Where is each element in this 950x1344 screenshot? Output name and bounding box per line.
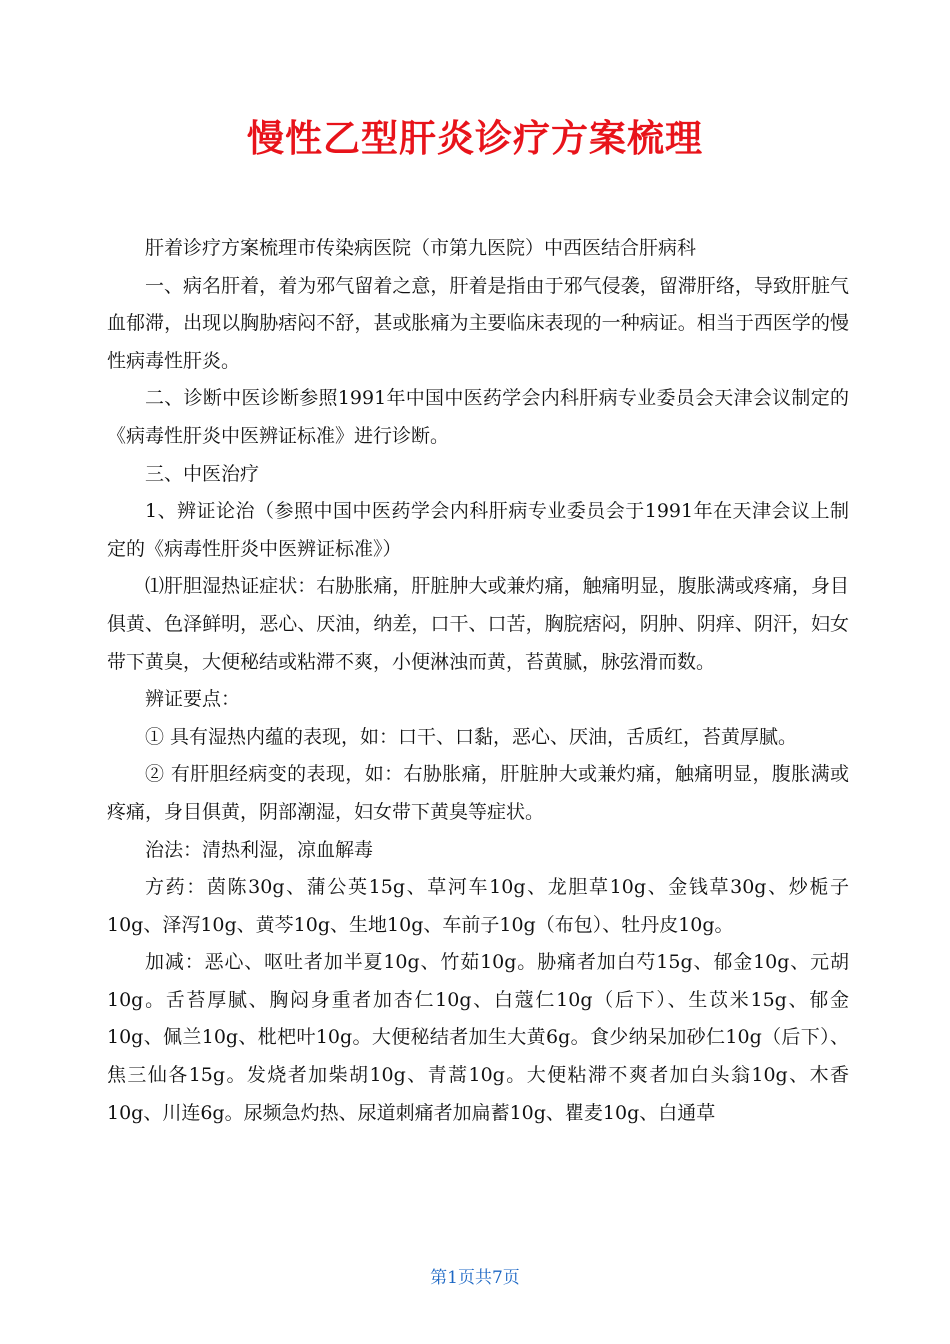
paragraph-key-points-heading: 辨证要点： xyxy=(145,688,241,711)
paragraph-disease-name: 一、病名肝着，着为邪气留着之意，肝着是指由于邪气侵袭，留滞肝络，导致肝脏气血郁滞，出现以胸胁痞闷不舒，甚或胀痛为主要临床表现的一种病证。相当于西医学的慢性病毒性肝炎。 xyxy=(107,274,849,372)
paragraph-modifications: 加减：恶心、呕吐者加半夏10g、竹茹10g。胁痛者加白芍15g、郁金10g、元胡10g。舌苔厚腻、胸闷身重者加杏仁10g、白蔻仁10g（后下）、生苡米15g、郁金10g、佩兰10g、枇杷叶10g。大便秘结者加生大黄6g。食少纳呆加砂仁10g（后下）、焦三仙各15g。发烧者加柴胡10g、青蒿10g。大便粘滞不爽者加白头翁10g、木香10g、川连6g。尿频急灼热、尿道刺痛者加扁蓄10g、瞿麦10g、白通草 xyxy=(107,951,849,1124)
paragraph-treatment-method: 治法：清热利湿，凉血解毒 xyxy=(145,838,374,861)
paragraph-diagnosis: 二、诊断中医诊断参照1991年中国中医药学会内科肝病专业委员会天津会议制定的《病毒性肝炎中医辨证标准》进行诊断。 xyxy=(107,387,849,447)
document-title: 慢性乙型肝炎诊疗方案梳理 xyxy=(247,117,703,160)
paragraph-syndrome-differentiation: 1、辨证论治（参照中国中医药学会内科肝病专业委员会于1991年在天津会议上制定的《病毒性肝炎中医辨证标准》） xyxy=(107,500,849,560)
paragraph-department: 肝着诊疗方案梳理市传染病医院（市第九医院）中西医结合肝病科 xyxy=(145,237,697,259)
paragraph-tcm-treatment-heading: 三、中医治疗 xyxy=(145,462,260,485)
document-body xyxy=(107,230,849,1132)
page-number-footer: 第1页共7页 xyxy=(430,1268,520,1288)
paragraph-key-point-1: ① 具有湿热内蕴的表现，如：口干、口黏，恶心、厌油，舌质红，苔黄厚腻。 xyxy=(145,725,798,748)
paragraph-prescription: 方药：茵陈30g、蒲公英15g、草河车10g、龙胆草10g、金钱草30g、炒栀子10g、泽泻10g、黄芩10g、生地10g、车前子10g（布包）、牡丹皮10g。 xyxy=(107,876,849,936)
paragraph-key-point-2: ② 有肝胆经病变的表现，如：右胁胀痛，肝脏肿大或兼灼痛，触痛明显，腹胀满或疼痛，身目俱黄，阴部潮湿，妇女带下黄臭等症状。 xyxy=(107,763,849,823)
paragraph-damp-heat-symptoms: ⑴肝胆湿热证症状：右胁胀痛，肝脏肿大或兼灼痛，触痛明显，腹胀满或疼痛，身目俱黄、色泽鲜明，恶心、厌油，纳差，口干、口苦，胸脘痞闷，阴肿、阴痒、阴汗，妇女带下黄臭，大便秘结或粘滞不爽，小便淋浊而黄，苔黄腻，脉弦滑而数。 xyxy=(107,575,849,673)
